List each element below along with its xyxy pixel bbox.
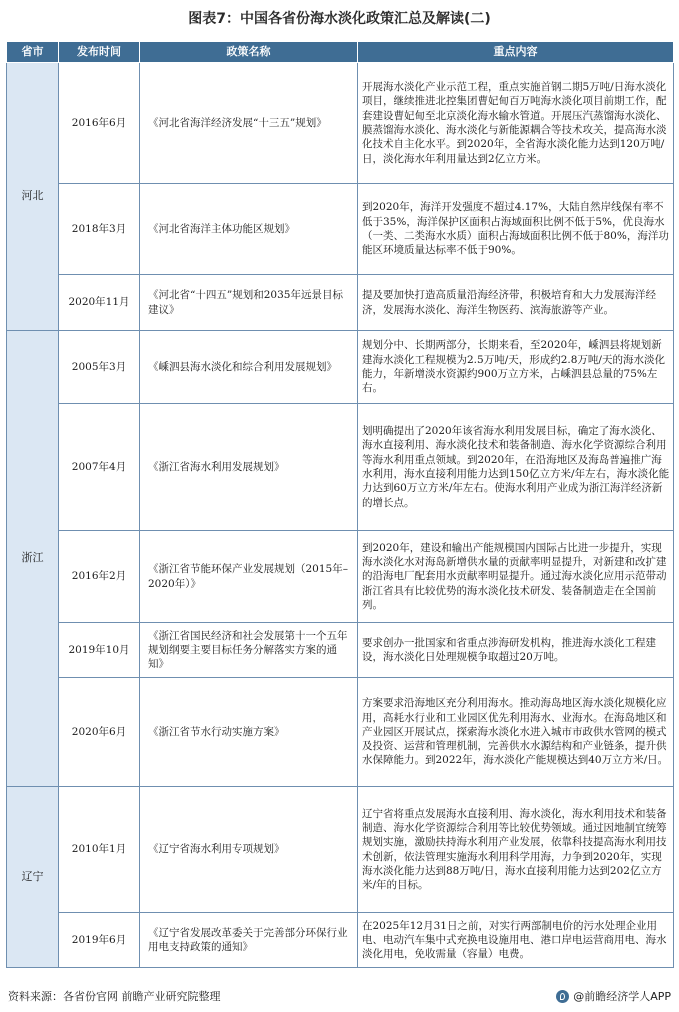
- policy-name-cell: 《浙江省节水行动实施方案》: [140, 678, 358, 787]
- policy-name-cell: 《辽宁省发展改革委关于完善部分环保行业用电支持政策的通知》: [140, 913, 358, 968]
- content-cell: 到2020年，建设和输出产能规模国内国际占比进一步提升，实现海水淡化水对海岛新增供水量的贡献率明显提升，对新建和改扩建的沿海电厂配套用水贡献率明显提升。通过海水淡化应用示范带动浙江省具有比较优势的海水淡化技术研发、装备制造走在全国前列。: [358, 531, 674, 623]
- date-cell: 2020年11月: [59, 275, 140, 331]
- content-cell: 划明确提出了2020年该省海水利用发展目标，确定了海水淡化、海水直接利用、海水淡化技术和装备制造、海水化学资源综合利用等海水利用重点领域。到2020年，在沿海地区及海岛普遍推广海水利用，海水直接利用能力达到150亿立方米/年左右，海水淡化能力达到60万立方米/年左右。使海水利用产业成为浙江海洋经济新的增长点。: [358, 404, 674, 531]
- policy-name-cell: 《辽宁省海水利用专项规划》: [140, 787, 358, 913]
- date-cell: 2020年6月: [59, 678, 140, 787]
- page-footer: [8, 988, 671, 1004]
- table-row: [7, 63, 674, 184]
- policy-name-cell: 《嵊泗县海水淡化和综合利用发展规划》: [140, 331, 358, 404]
- content-cell: 提及要加快打造高质量沿海经济带，积极培育和大力发展海洋经济，发展海水淡化、海洋生物医药、滨海旅游等产业。: [358, 275, 674, 331]
- table-row: [7, 678, 674, 787]
- policy-table: [6, 41, 674, 968]
- header-province: 省市: [7, 42, 59, 63]
- table-header: [7, 42, 674, 63]
- date-cell: 2018年3月: [59, 184, 140, 275]
- policy-name-cell: 《河北省海洋主体功能区规划》: [140, 184, 358, 275]
- policy-name-cell: 《河北省海洋经济发展“十三五”规划》: [140, 63, 358, 184]
- content-cell: 要求创办一批国家和省重点涉海研发机构，推进海水淡化工程建设，海水淡化日处理规模争取超过20万吨。: [358, 623, 674, 678]
- policy-name-cell: 《浙江省国民经济和社会发展第十一个五年规划纲要主要目标任务分解落实方案的通知》: [140, 623, 358, 678]
- header-key-content: 重点内容: [358, 42, 674, 63]
- policy-name-cell: 《浙江省海水利用发展规划》: [140, 404, 358, 531]
- province-cell: 辽宁: [7, 787, 59, 968]
- date-cell: 2019年6月: [59, 913, 140, 968]
- content-cell: 开展海水淡化产业示范工程，重点实施首钢二期5万吨/日海水淡化项目，继续推进北控集团曹妃甸百万吨海水淡化项目前期工作，配套建设曹妃甸至北京淡化海水输水管道。开展压汽蒸馏海水淡化、膜蒸馏海水淡化、海水淡化与新能源耦合等技术攻关，提高海水淡化技术自主化水平。到2020年，全省海水淡化能力达到120万吨/日，淡化海水年利用量达到2亿立方米。: [358, 63, 674, 184]
- table-row: [7, 623, 674, 678]
- table-row: [7, 404, 674, 531]
- date-cell: 2016年2月: [59, 531, 140, 623]
- date-cell: 2007年4月: [59, 404, 140, 531]
- content-cell: 方案要求沿海地区充分利用海水。推动海岛地区海水淡化规模化应用，高耗水行业和工业园区优先利用海水、业海水。在海岛地区和产业园区开展试点，探索海水淡化水进入城市市政供水管网的模式及投资、运营和管理机制，完善供水水源结构和产业链条，提升供水保障能力。到2022年，海水淡化产能规模达到40万立方米/日。: [358, 678, 674, 787]
- brand-credit: [556, 988, 671, 1004]
- date-cell: 2005年3月: [59, 331, 140, 404]
- content-cell: 到2020年，海洋开发强度不超过4.17%，大陆自然岸线保有率不低于35%，海洋保护区面积占海域面积比例不低于5%，优良海水（一类、二类海水水质）面积占海域面积比例不低于80%，海洋功能区环境质量达标率不低于90%。: [358, 184, 674, 275]
- brand-text: @前瞻经济学人APP: [573, 990, 671, 1003]
- table-row: [7, 184, 674, 275]
- table-row: [7, 531, 674, 623]
- date-cell: 2010年1月: [59, 787, 140, 913]
- date-cell: 2019年10月: [59, 623, 140, 678]
- header-policy-name: 政策名称: [140, 42, 358, 63]
- table-row: [7, 913, 674, 968]
- date-cell: 2016年6月: [59, 63, 140, 184]
- province-cell: 河北: [7, 63, 59, 331]
- content-cell: 规划分中、长期两部分，长期来看，至2020年，嵊泗县将规划新建海水淡化工程规模为2.5万吨/天，形成约2.8万吨/天的海水淡化能力，年新增淡水资源约900万立方米，占嵊泗县总量的75%左右。: [358, 331, 674, 404]
- table-row: [7, 275, 674, 331]
- content-cell: 辽宁省将重点发展海水直接利用、海水淡化，海水利用技术和装备制造、海水化学资源综合利用等比较优势领域。通过因地制宜统筹规划实施，激励扶持海水利用产业发展，依靠科技提高海水利用技术创新，依法管理实施海水利用科学用海，力争到2020年，实现海水淡化能力达到88万吨/日，海水直接利用能力达到202亿立方米/年的目标。: [358, 787, 674, 913]
- province-cell: 浙江: [7, 331, 59, 787]
- table-row: [7, 331, 674, 404]
- table-row: [7, 787, 674, 913]
- policy-name-cell: 《河北省“十四五”规划和2035年远景目标建议》: [140, 275, 358, 331]
- brand-logo-icon: [556, 990, 569, 1003]
- policy-name-cell: 《浙江省节能环保产业发展规划（2015年–2020年）》: [140, 531, 358, 623]
- content-cell: 在2025年12月31日之前，对实行两部制电价的污水处理企业用电、电动汽车集中式充换电设施用电、港口岸电运营商用电、海水淡化用电，免收需量（容量）电费。: [358, 913, 674, 968]
- page-title: 图表7：中国各省份海水淡化政策汇总及解读(二): [188, 11, 491, 27]
- source-note: 资料来源：各省份官网 前瞻产业研究院整理: [8, 990, 221, 1003]
- header-date: 发布时间: [59, 42, 140, 63]
